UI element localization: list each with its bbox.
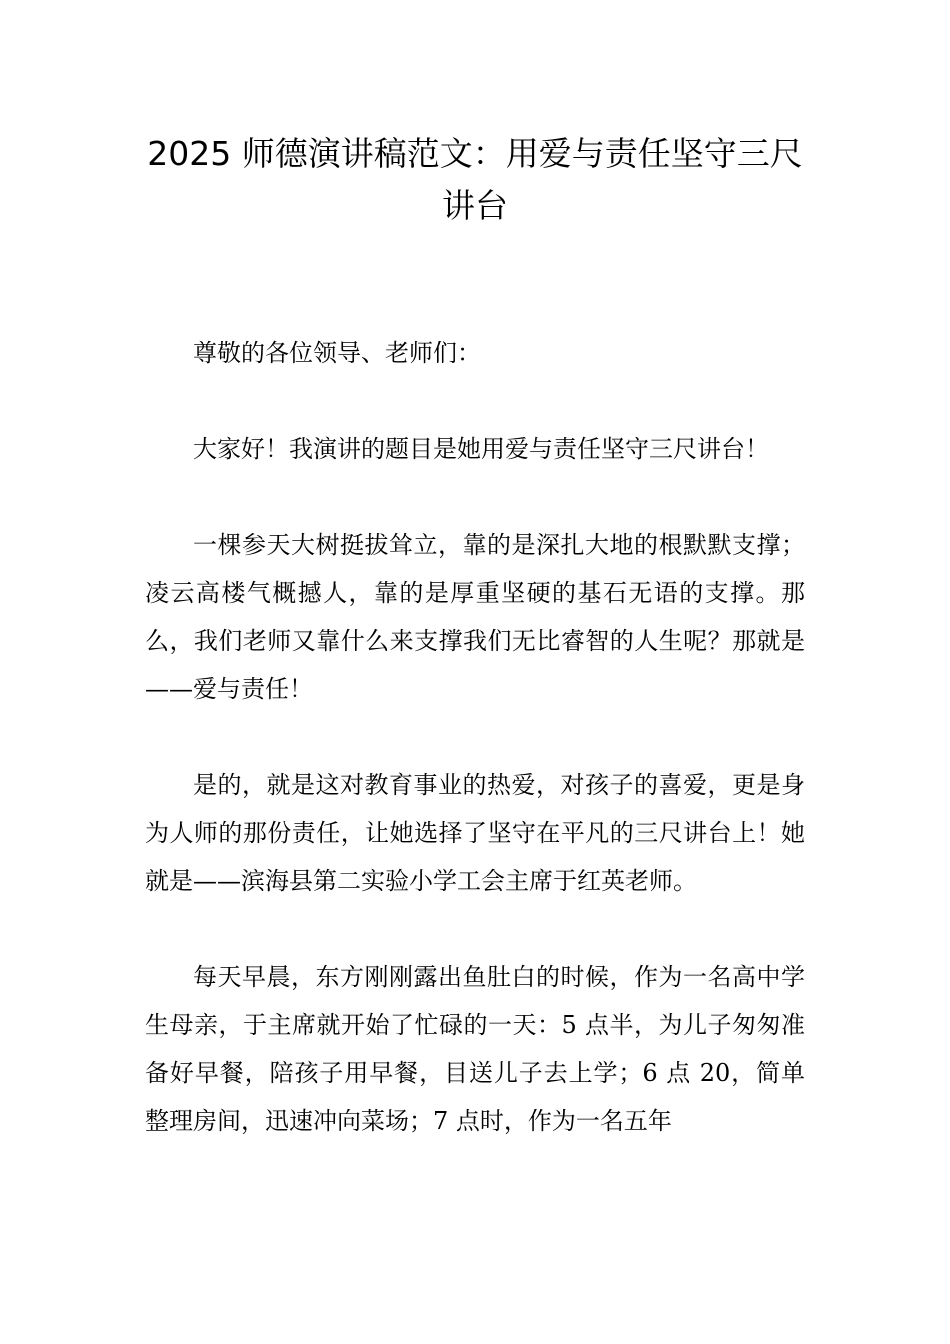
document-body — [145, 329, 805, 1193]
paragraph-salutation: 尊敬的各位领导、老师们： — [193, 339, 481, 367]
paragraph-introduction: 是的，就是这对教育事业的热爱，对孩子的喜爱，更是身为人师的那份责任，让她选择了坚守在平凡的三尺讲台上！她就是——滨海县第二实验小学工会主席于红英老师。 — [145, 771, 805, 895]
paragraph-greeting: 大家好！我演讲的题目是她用爱与责任坚守三尺讲台！ — [193, 435, 769, 463]
document-title: 2025 师德演讲稿范文：用爱与责任坚守三尺讲台 — [147, 134, 803, 225]
paragraph-daily-routine: 每天早晨，东方刚刚露出鱼肚白的时候，作为一名高中学生母亲，于主席就开始了忙碌的一天：5 点半，为儿子匆匆准备好早餐，陪孩子用早餐，目送儿子去上学；6 点 20，简单整理房间，迅速冲向菜场；7 点时，作为一名五年 — [145, 963, 805, 1135]
paragraph-tree-analogy: 一棵参天大树挺拔耸立，靠的是深扎大地的根默默支撑；凌云高楼气概撼人，靠的是厚重坚硬的基石无语的支撑。那么，我们老师又靠什么来支撑我们无比睿智的人生呢？那就是——爱与责任！ — [145, 531, 805, 703]
